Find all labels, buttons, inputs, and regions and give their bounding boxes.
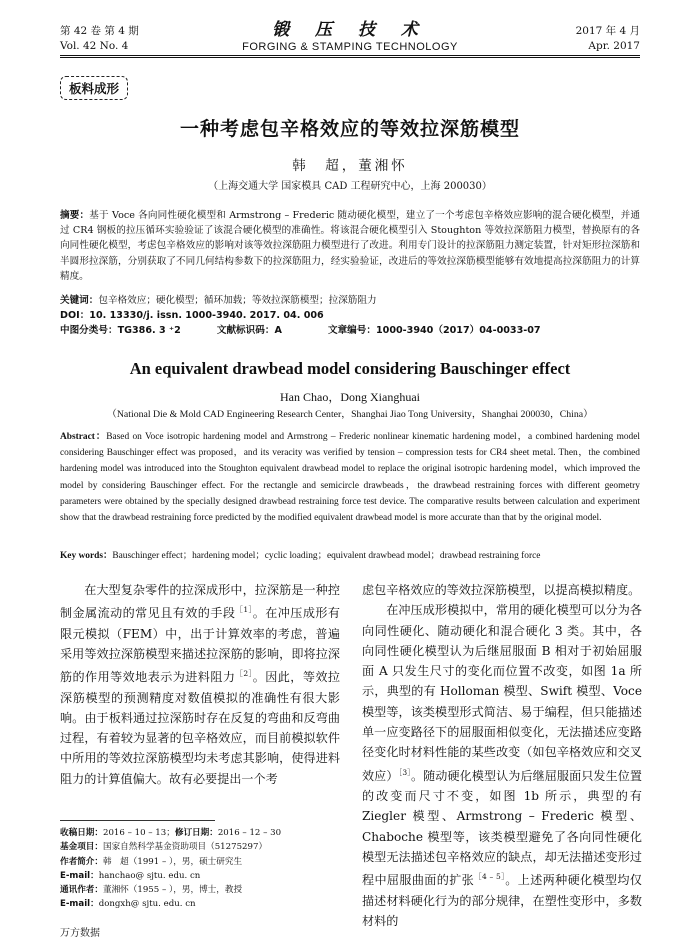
clc-label: 中图分类号： xyxy=(60,325,118,336)
date-en: Apr. 2017 xyxy=(588,40,640,52)
footer-watermark: 万方数据 xyxy=(60,928,100,939)
dates-line: 收稿日期：2016 – 10 – 13；修订日期：2016 – 12 – 30 xyxy=(60,828,282,838)
doc-code-value: A xyxy=(274,325,282,336)
doi-value: 10. 13330/j. issn. 1000-3940. 2017. 04. 006 xyxy=(89,310,324,321)
article-no-value: 1000-3940（2017）04-0033-07 xyxy=(375,325,541,336)
email-link[interactable]: dongxh@ sjtu. edu. cn xyxy=(98,899,196,910)
keywords-cn-text: 包辛格效应；硬化模型；循环加载；等效拉深筋模型；拉深筋阻力 xyxy=(98,295,377,306)
body-column-left xyxy=(60,580,340,789)
section-badge: 板料成形 xyxy=(60,76,128,100)
email-link[interactable]: hanchao@ sjtu. edu. cn xyxy=(98,870,201,881)
affiliation-cn: （上海交通大学 国家模具 CAD 工程研究中心，上海 200030） xyxy=(208,181,492,192)
article-title-en: An equivalent drawbead model considering Bauschinger effect xyxy=(129,359,571,378)
footnote-rule xyxy=(60,820,215,821)
header-rule xyxy=(60,55,640,56)
journal-masthead xyxy=(200,20,500,54)
abstract-cn-label: 摘要： xyxy=(60,210,90,221)
abstract-en-text: Based on Voce isotropic hardening model and Armstrong – Frederic nonlinear kinematic hardening model，a combined hardening model considering Bauschinger effect was proposed，and its veracity was verified by tension – compression tests for CR4 sheet metal. Then，the combined hardening model was introduced into the Stoughton equivalent drawbead model to replace the original isotropic hardening model，which improved the model by considering Bauschinger effect. For the rectangle and semicircle drawbeads，the drawbead restraining forces with different geometry parameters were obtained by the specially designed drawbead restraining force test device. The comparative results between calculation and experiment show that the drawbead restraining force predicted by the modified equivalent drawbead model is more accurate than that by the original model. xyxy=(60,432,640,524)
paragraph: 在冲压成形模拟中，常用的硬化模型可以分为各向同性硬化、随动硬化和混合硬化 3 类。其中，各向同性硬化模型认为后继屈服面 B 相对于初始屈服面 A 只发生尺寸的变化而位置不改变，如图 1a 所示，典型的有 Holloman 模型、Swift 模型、Voce 模型等，该类模型形式简洁、易于编程，但只能描述单一应变路径下的屈服面相似变化，无法描述应变路径变化时材料性能的某些改变（如包辛格效应和交叉效应）$^{[3]}$。随动硬化模型认为后继屈服面只发生位置的改变而尺寸不变，如图 1b 所示，典型的有 Ziegler 模型、Armstrong – Frederic 模型、Chaboche 模型等，该类模型避免了各向同性硬化模型无法描述包辛格效应的缺点，却无法描述变形过程中屈服曲面的扩张$^{[4 - 5]}$。上述两种硬化模型均仅描述材料硬化行为的部分规律，在塑性变形中，多数材料的 xyxy=(362,603,642,928)
paragraph: 在大型复杂零件的拉深成形中，拉深筋是一种控制金属流动的常见且有效的手段$^{[1]}$。在冲压成形有限元模拟（FEM）中，出于计算效率的考虑，普遍采用等效拉深筋模型来描述拉深筋的影响，即将拉深筋的作用等效地表示为进料阻力$^{[2]}$。因此，等效拉深筋模型的预测精度对数值模拟的准确性有很大影响。由于板料通过拉深筋时存在反复的弯曲和反弯曲过程，有着较为显著的包辛格效应，而目前模拟软件中所用的等效拉深筋模型均未考虑其影响，使得进料阻力的计算值偏大。故有必要提出一个考 xyxy=(60,583,340,786)
citation: ［2］ xyxy=(235,669,253,679)
doi-label: DOI： xyxy=(60,310,90,321)
keywords-en xyxy=(60,547,640,561)
affiliation-en: （National Die & Mold CAD Engineering Research Center，Shanghai Jiao Tong University，Shanghai 200030，China） xyxy=(107,409,593,420)
corresponding-author-line: 通讯作者：董湘怀（1955 – ），男，博士，教授 xyxy=(60,885,243,896)
footnote xyxy=(60,826,340,912)
doi-line xyxy=(60,308,324,323)
volume-en: Vol. 42 No. 4 xyxy=(60,40,129,52)
abstract-en-label: Abstract： xyxy=(60,432,107,442)
article-no-label: 文章编号： xyxy=(328,325,376,336)
doc-code-label: 文献标识码： xyxy=(216,325,275,336)
corresponding-email-line: E-mail：dongxh@ sjtu. edu. cn xyxy=(60,899,196,910)
journal-name-cn: 锻 压 技 术 xyxy=(272,20,428,40)
keywords-en-text: Bauschinger effect；hardening model；cyclic loading；equivalent drawbead model；drawbead restraining force xyxy=(112,551,541,561)
abstract-en xyxy=(60,429,640,526)
authors-cn: 韩 超，董湘怀 xyxy=(292,158,408,174)
author-bio-line: 作者简介：韩 超（1991 – ），男，硕士研究生 xyxy=(60,856,243,867)
header-rule-thin xyxy=(60,57,640,58)
article-title-cn: 一种考虑包辛格效应的等效拉深筋模型 xyxy=(179,118,520,140)
date-cn: 2017 年 4 月 xyxy=(575,25,640,37)
volume-cn: 第 42 卷 第 4 期 xyxy=(60,25,139,37)
keywords-cn xyxy=(60,293,640,308)
journal-name-en: FORGING & STAMPING TECHNOLOGY xyxy=(242,41,458,53)
volume-info xyxy=(60,24,139,54)
keywords-cn-label: 关键词： xyxy=(60,295,99,306)
citation: ［4 – 5］ xyxy=(474,872,506,882)
paragraph-continued: 虑包辛格效应的等效拉深筋模型，以提高模拟精度。 xyxy=(362,583,641,597)
abstract-cn-text: 基于 Voce 各向同性硬化模型和 Armstrong – Frederic 随动硬化模型，建立了一个考虑包辛格效应影响的混合硬化模型，并通过 CR4 钢板的拉压循环实验验证了该混合硬化模型的准确性。将该混合硬化模型引入 Stoughton 等效拉深筋阻力模型，替换原有的各向同性硬化模型，考虑包辛格效应的影响对该等效拉深筋阻力模型进行了改进。利用专门设计的拉深筋阻力测定装置，针对矩形拉深筋和半圆形拉深筋，分别获取了不同几何结构参数下的拉深筋阻力，经实验验证，改进后的等效拉深筋模型能够有效地提高拉深筋阻力的计算精度。 xyxy=(60,210,641,282)
citation: ［3］ xyxy=(398,767,411,777)
issue-date xyxy=(576,24,640,54)
author-email-line: E-mail：hanchao@ sjtu. edu. cn xyxy=(60,870,201,881)
clc-value: TG386. 3 ⁺2 xyxy=(117,325,181,336)
abstract-cn xyxy=(60,208,640,284)
classification-line xyxy=(60,323,640,338)
authors-en: Han Chao，Dong Xianghuai xyxy=(280,390,420,404)
body-column-right xyxy=(362,580,642,931)
citation: ［1］ xyxy=(235,605,253,615)
fund-line: 基金项目：国家自然科学基金资助项目（51275297） xyxy=(60,842,268,853)
keywords-en-label: Key words： xyxy=(60,551,113,561)
